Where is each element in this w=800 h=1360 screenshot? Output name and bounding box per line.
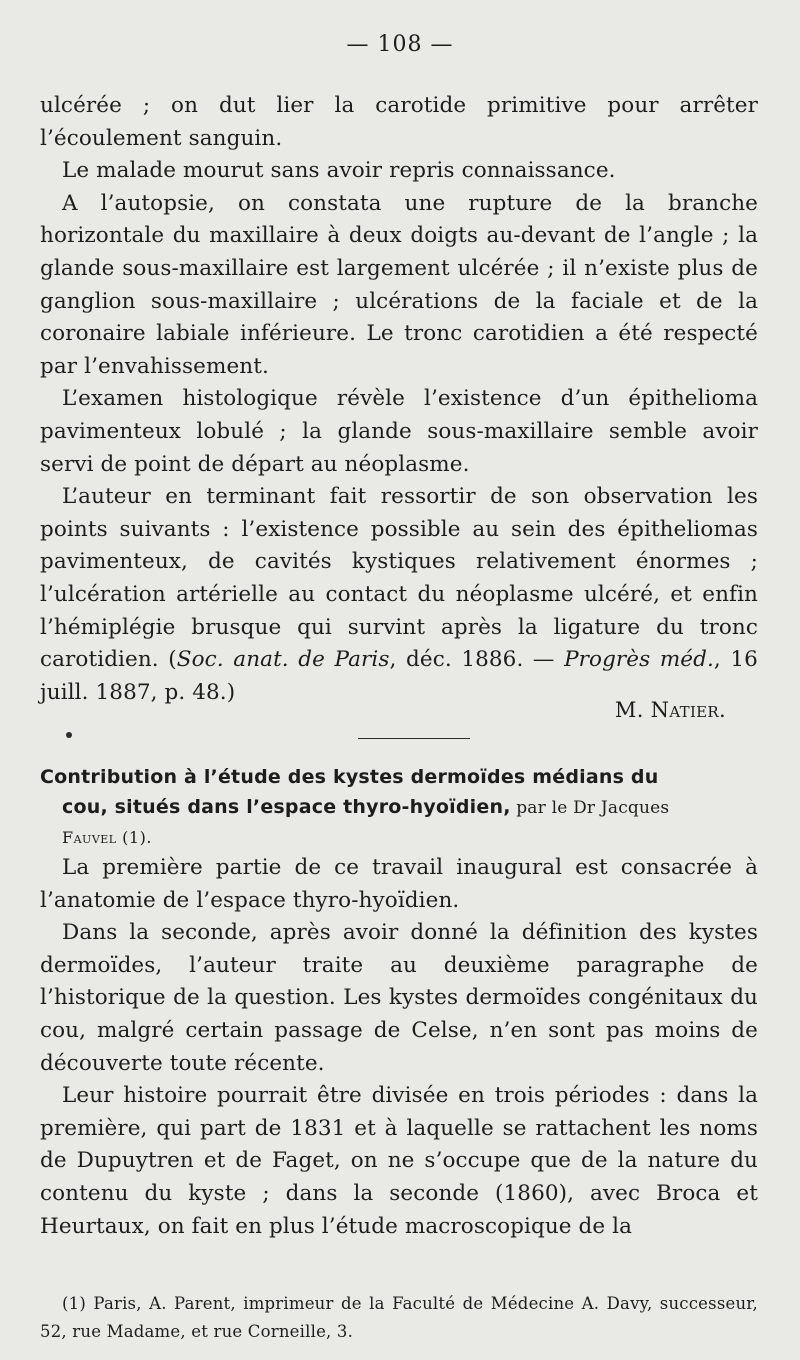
heading-line-1: Contribution à l’étude des kystes dermoïdes médians du: [40, 766, 659, 788]
author-signature: M. Natier.: [614, 698, 726, 722]
paragraph-8: Leur histoire pourrait être divisée en trois périodes : dans la première, qui part de 1831 et à laquelle se rattachent les noms de Dupuytren et de Faget, on ne s’occupe que de la nature du contenu du kyste ; dans la seconde (1860), avec Broca et Heurtaux, on fait en plus l’étude macroscopique de la: [40, 1083, 758, 1239]
body-text-bottom: [40, 852, 758, 1243]
heading-byline: par le Dr Jacques: [510, 798, 670, 818]
footnote-text: (1) Paris, A. Parent, imprimeur de la Faculté de Médecine A. Davy, successeur, 52, rue Madame, et rue Corneille, 3.: [40, 1294, 758, 1341]
body-text-top: [40, 90, 758, 709]
paragraph-1: ulcérée ; on dut lier la carotide primitive pour arrêter l’écoulement sanguin.: [40, 93, 758, 151]
heading-author: Fauvel (1).: [62, 828, 152, 847]
reference-date-2: , 16 juill. 1887, p. 48.): [40, 647, 758, 705]
paragraph-5: [40, 481, 758, 709]
heading-title-end: cou, situés dans l’espace thyro-hyoïdien,: [62, 796, 511, 818]
bullet-mark: [66, 732, 72, 738]
paragraph-4: L’examen histologique révèle l’existence d’un épithelioma pavimenteux lobulé ; la glande sous-maxillaire semble avoir servi de point de départ au néoplasme.: [40, 386, 758, 477]
paragraph-7: Dans la seconde, après avoir donné la définition des kystes dermoïdes, l’auteur traite au deuxième paragraphe de l’historique de la question. Les kystes dermoïdes congénitaux du cou, malgré certain passage de Celse, n’en sont pas moins de découverte toute récente.: [40, 920, 758, 1076]
page-number: — 108 —: [346, 32, 454, 57]
heading-line-2: [40, 792, 758, 823]
reference-journal-2: Progrès méd.: [564, 647, 714, 673]
reference-journal-1: Soc. anat. de Paris: [176, 647, 390, 673]
paragraph-3: A l’autopsie, on constata une rupture de la branche horizontale du maxillaire à deux doigts au-devant de l’angle ; la glande sous-maxillaire est largement ulcérée ; il n’existe plus de ganglion sous-maxillaire ; ulcérations de la faciale et de la coronaire labiale inférieure. Le tronc carotidien a été respecté par l’envahissement.: [40, 190, 758, 379]
article-heading: [40, 762, 758, 853]
paragraph-5-text: L’auteur en terminant fait ressortir de son observation les points suivants : l’existence possible au sein des épitheliomas pavimenteux, de cavités kystiques relativement énormes ; l’ulcération artérielle au contact du néoplasme ulcéré, et enfin l’hémiplégie brusque qui survint après la ligature du tronc carotidien. (: [40, 484, 758, 673]
reference-date-1: , déc. 1886. —: [389, 647, 565, 673]
section-divider: [358, 738, 470, 739]
footnote: [40, 1290, 758, 1346]
paragraph-6: La première partie de ce travail inaugural est consacrée à l’anatomie de l’espace thyro-hyoïdien.: [40, 855, 758, 913]
paragraph-2: Le malade mourut sans avoir repris connaissance.: [62, 158, 616, 184]
